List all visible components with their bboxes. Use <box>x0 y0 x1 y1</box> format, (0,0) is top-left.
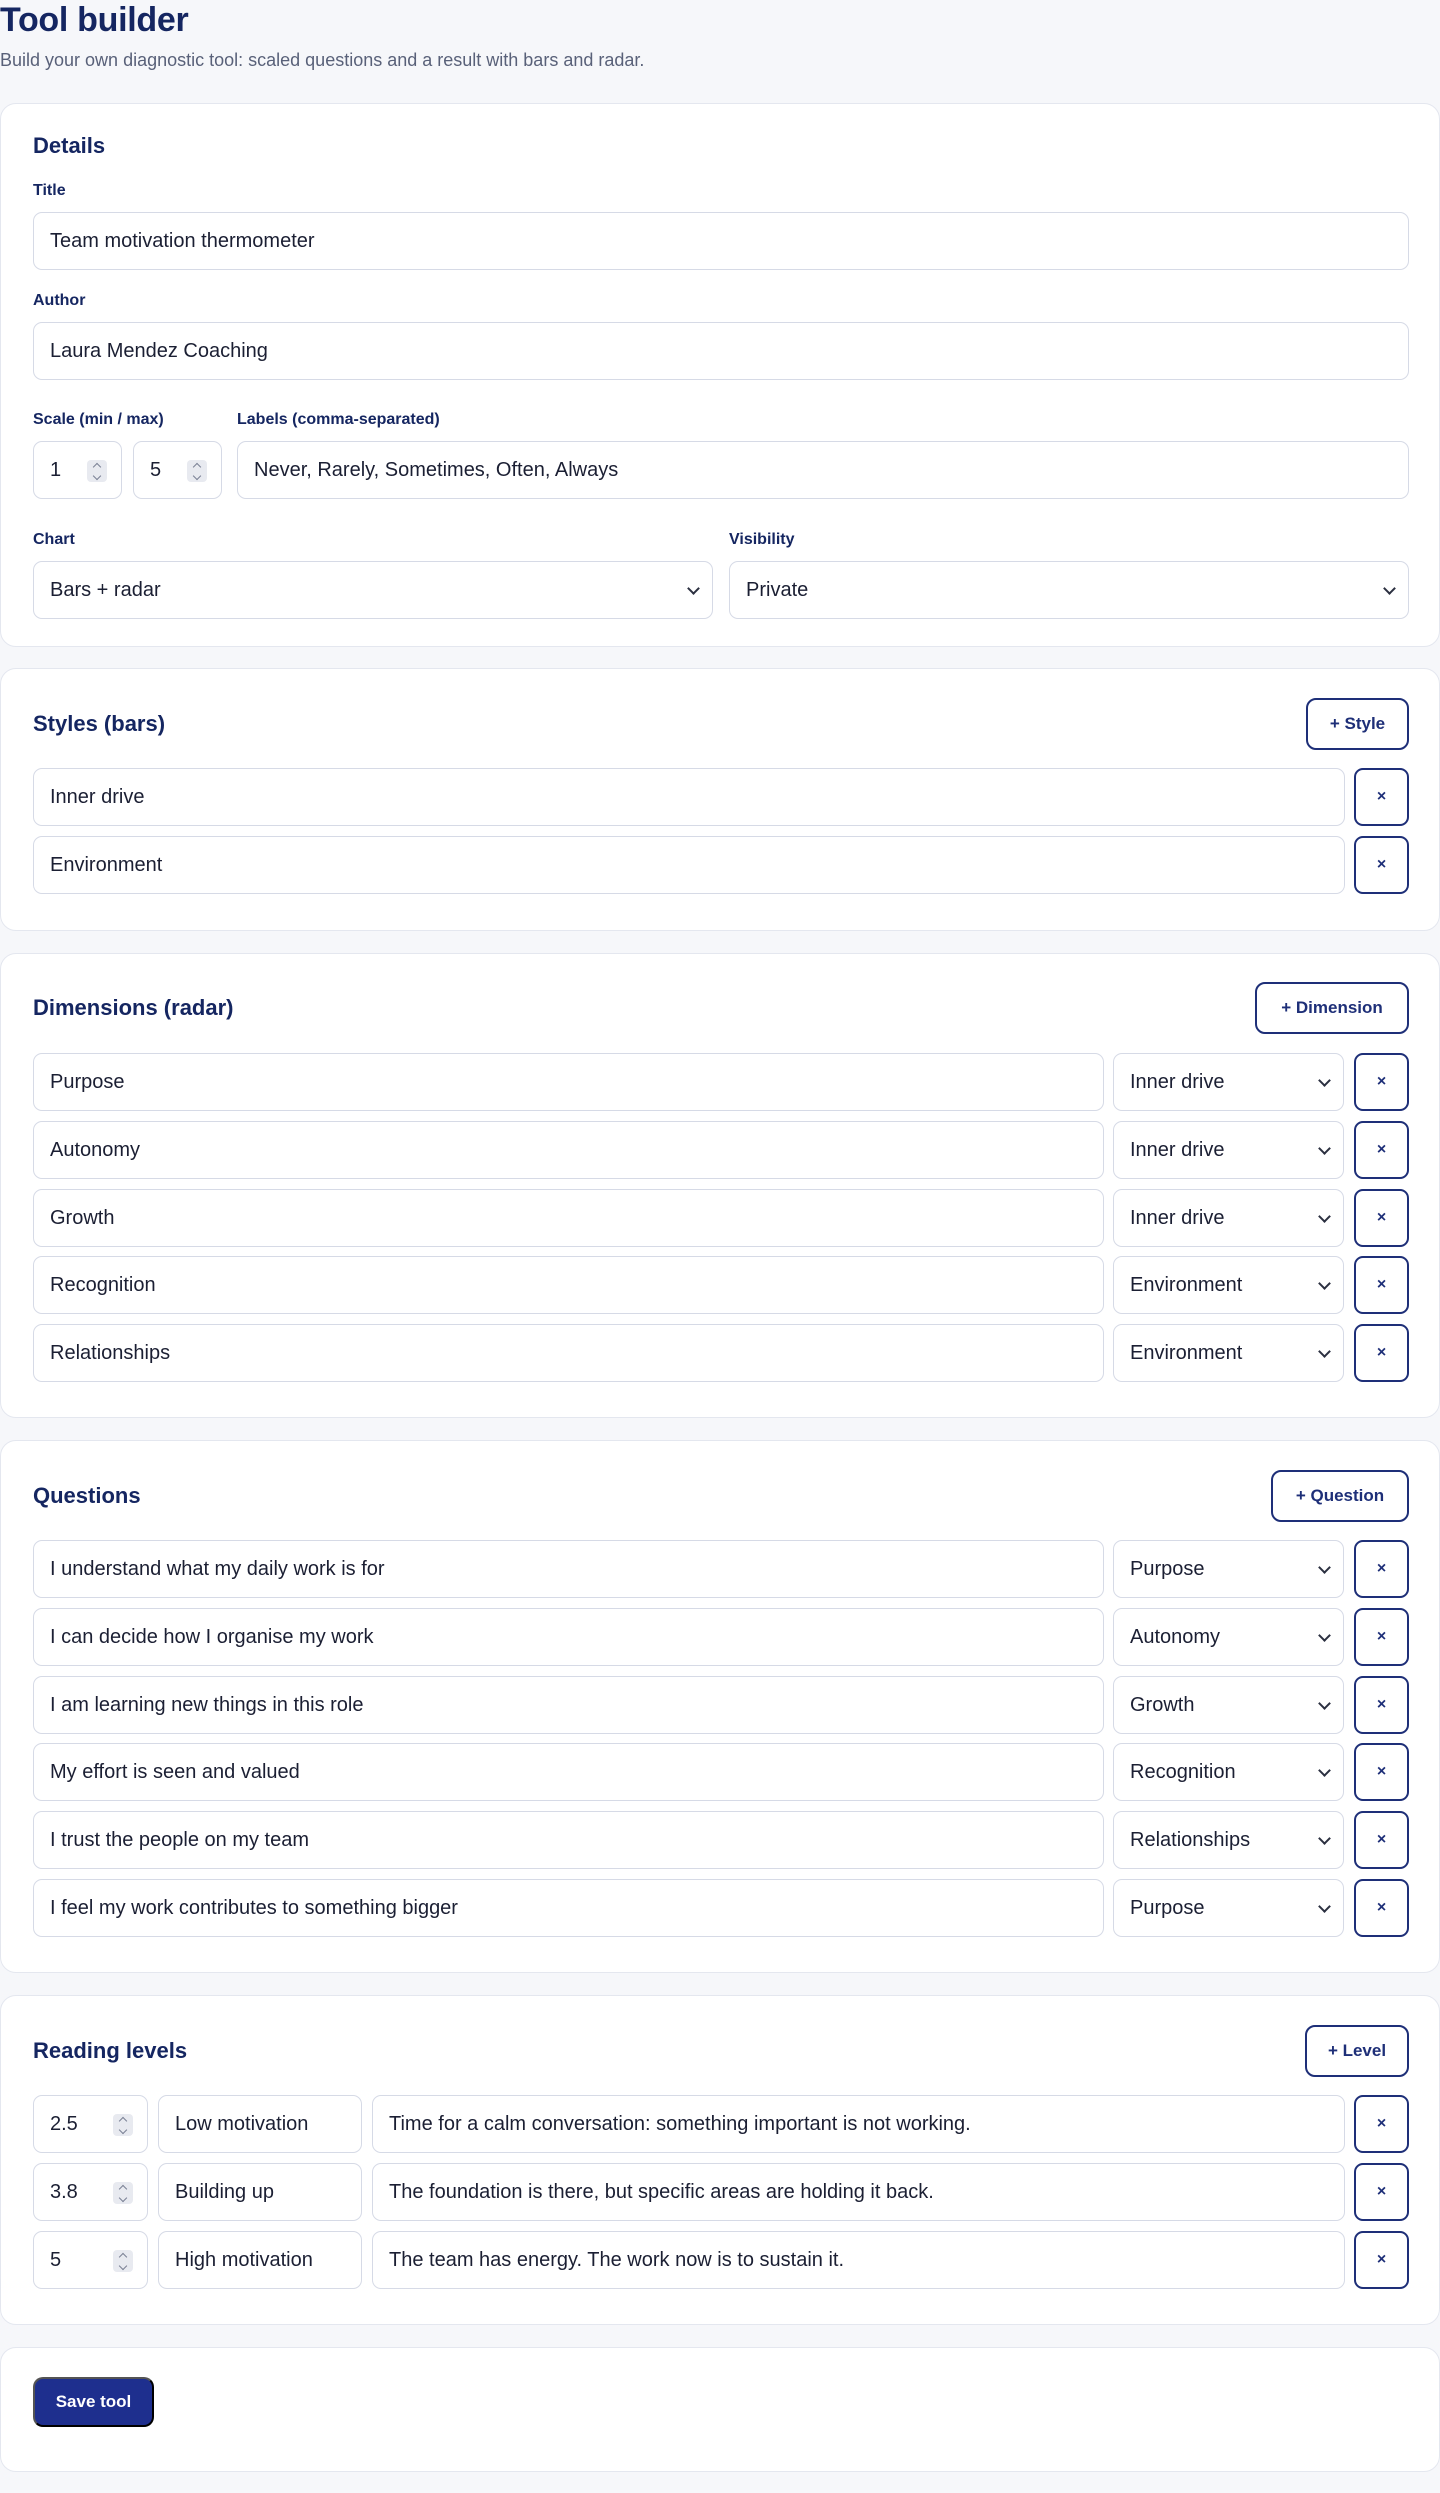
level-threshold-input[interactable] <box>33 2163 148 2221</box>
scale-max-value: 5 <box>150 458 162 481</box>
level-threshold-value: 2.5 <box>50 2112 78 2135</box>
question-dimension-value: Purpose <box>1130 1557 1205 1580</box>
level-threshold-input[interactable] <box>33 2231 148 2289</box>
scale-min-input[interactable] <box>33 441 122 499</box>
visibility-label: Visibility <box>729 531 795 548</box>
remove-question-button[interactable] <box>1354 1879 1409 1937</box>
visibility-select-value: Private <box>746 578 809 601</box>
remove-level-button[interactable] <box>1354 2163 1409 2221</box>
add-level-button[interactable]: + Level <box>1305 2025 1409 2077</box>
dimension-style-value: Inner drive <box>1130 1138 1225 1161</box>
close-icon: × <box>1376 2115 1387 2132</box>
close-icon: × <box>1376 1899 1387 1916</box>
question-text-input[interactable]: I am learning new things in this role <box>33 1676 1104 1734</box>
styles-heading: Styles (bars) <box>33 711 166 736</box>
question-dimension-select[interactable] <box>1113 1811 1344 1869</box>
level-name-input[interactable]: Low motivation <box>158 2095 362 2153</box>
dimension-style-value: Environment <box>1130 1273 1243 1296</box>
remove-dimension-button[interactable] <box>1354 1053 1409 1111</box>
remove-style-button[interactable] <box>1354 836 1409 894</box>
close-icon: × <box>1376 1560 1387 1577</box>
question-text-input[interactable]: I understand what my daily work is for <box>33 1540 1104 1598</box>
reading-levels-heading: Reading levels <box>33 2038 188 2063</box>
close-icon: × <box>1376 1763 1387 1780</box>
dimension-name-input[interactable]: Relationships <box>33 1324 1104 1382</box>
level-name-input[interactable]: Building up <box>158 2163 362 2221</box>
remove-question-button[interactable] <box>1354 1540 1409 1598</box>
level-text-input[interactable]: The team has energy. The work now is to sustain it. <box>372 2231 1345 2289</box>
close-icon: × <box>1376 1344 1387 1361</box>
question-text-input[interactable]: My effort is seen and valued <box>33 1743 1104 1801</box>
level-threshold-input[interactable] <box>33 2095 148 2153</box>
dimension-style-value: Inner drive <box>1130 1206 1225 1229</box>
dimension-style-value: Environment <box>1130 1341 1243 1364</box>
level-name-input[interactable]: High motivation <box>158 2231 362 2289</box>
question-dimension-value: Recognition <box>1130 1760 1236 1783</box>
level-text-input[interactable]: The foundation is there, but specific areas are holding it back. <box>372 2163 1345 2221</box>
close-icon: × <box>1376 1628 1387 1645</box>
remove-dimension-button[interactable] <box>1354 1189 1409 1247</box>
question-dimension-select[interactable] <box>1113 1879 1344 1937</box>
questions-heading: Questions <box>33 1483 141 1508</box>
dimension-style-select[interactable] <box>1113 1256 1344 1314</box>
dimension-style-select[interactable] <box>1113 1189 1344 1247</box>
dimension-style-select[interactable] <box>1113 1053 1344 1111</box>
remove-question-button[interactable] <box>1354 1743 1409 1801</box>
question-dimension-select[interactable] <box>1113 1676 1344 1734</box>
close-icon: × <box>1376 1831 1387 1848</box>
question-text-input[interactable]: I feel my work contributes to something bigger <box>33 1879 1104 1937</box>
remove-level-button[interactable] <box>1354 2231 1409 2289</box>
scale-min-value: 1 <box>50 458 62 481</box>
question-text-input[interactable]: I can decide how I organise my work <box>33 1608 1104 1666</box>
question-dimension-select[interactable] <box>1113 1540 1344 1598</box>
close-icon: × <box>1376 1276 1387 1293</box>
dimension-name-input[interactable]: Purpose <box>33 1053 1104 1111</box>
remove-dimension-button[interactable] <box>1354 1256 1409 1314</box>
title-label: Title <box>33 182 66 199</box>
add-dimension-button[interactable]: + Dimension <box>1255 982 1409 1034</box>
save-tool-button[interactable]: Save tool <box>33 2377 154 2427</box>
dimension-style-value: Inner drive <box>1130 1070 1225 1093</box>
details-heading: Details <box>33 133 106 158</box>
chart-label: Chart <box>33 531 75 548</box>
level-threshold-value: 3.8 <box>50 2180 78 2203</box>
page-subtitle: Build your own diagnostic tool: scaled questions and a result with bars and radar. <box>0 50 645 70</box>
close-icon: × <box>1376 1141 1387 1158</box>
style-name-input[interactable]: Environment <box>33 836 1345 894</box>
spinner-icon[interactable] <box>113 2182 133 2204</box>
scale-max-input[interactable] <box>133 441 222 499</box>
question-dimension-value: Growth <box>1130 1693 1195 1716</box>
close-icon: × <box>1376 2251 1387 2268</box>
remove-level-button[interactable] <box>1354 2095 1409 2153</box>
dimensions-card <box>0 953 1440 1418</box>
close-icon: × <box>1376 1696 1387 1713</box>
style-name-input[interactable]: Inner drive <box>33 768 1345 826</box>
question-dimension-value: Relationships <box>1130 1828 1251 1851</box>
level-threshold-value: 5 <box>50 2248 62 2271</box>
visibility-select[interactable] <box>729 561 1409 619</box>
question-dimension-value: Autonomy <box>1130 1625 1221 1648</box>
close-icon: × <box>1376 1073 1387 1090</box>
level-text-input[interactable]: Time for a calm conversation: something important is not working. <box>372 2095 1345 2153</box>
remove-question-button[interactable] <box>1354 1608 1409 1666</box>
remove-style-button[interactable] <box>1354 768 1409 826</box>
labels-label: Labels (comma-separated) <box>237 411 440 428</box>
dimension-style-select[interactable] <box>1113 1121 1344 1179</box>
question-dimension-value: Purpose <box>1130 1896 1205 1919</box>
reading-levels-card <box>0 1995 1440 2325</box>
chart-select[interactable] <box>33 561 713 619</box>
remove-dimension-button[interactable] <box>1354 1324 1409 1382</box>
save-card <box>0 2347 1440 2472</box>
page-title: Tool builder <box>0 1 189 39</box>
dimension-style-select[interactable] <box>1113 1324 1344 1382</box>
chart-select-value: Bars + radar <box>50 578 161 601</box>
author-input[interactable]: Laura Mendez Coaching <box>33 322 1409 380</box>
questions-card <box>0 1440 1440 1973</box>
dimension-name-input[interactable]: Recognition <box>33 1256 1104 1314</box>
spinner-icon[interactable] <box>113 2250 133 2272</box>
remove-question-button[interactable] <box>1354 1676 1409 1734</box>
dimensions-heading: Dimensions (radar) <box>33 995 234 1020</box>
author-label: Author <box>33 292 86 309</box>
close-icon: × <box>1376 856 1387 873</box>
styles-card <box>0 668 1440 931</box>
add-style-button[interactable]: + Style <box>1306 698 1409 750</box>
close-icon: × <box>1376 788 1387 805</box>
add-question-button[interactable]: + Question <box>1271 1470 1409 1522</box>
close-icon: × <box>1376 1209 1387 1226</box>
scale-label: Scale (min / max) <box>33 411 164 428</box>
remove-question-button[interactable] <box>1354 1811 1409 1869</box>
question-dimension-select[interactable] <box>1113 1743 1344 1801</box>
title-input[interactable]: Team motivation thermometer <box>33 212 1409 270</box>
close-icon: × <box>1376 2183 1387 2200</box>
question-text-input[interactable]: I trust the people on my team <box>33 1811 1104 1869</box>
spinner-icon[interactable] <box>113 2114 133 2136</box>
labels-input[interactable]: Never, Rarely, Sometimes, Often, Always <box>237 441 1409 499</box>
dimension-name-input[interactable]: Autonomy <box>33 1121 1104 1179</box>
remove-dimension-button[interactable] <box>1354 1121 1409 1179</box>
spinner-icon[interactable] <box>187 460 207 482</box>
dimension-name-input[interactable]: Growth <box>33 1189 1104 1247</box>
details-card <box>0 103 1440 647</box>
question-dimension-select[interactable] <box>1113 1608 1344 1666</box>
spinner-icon[interactable] <box>87 460 107 482</box>
